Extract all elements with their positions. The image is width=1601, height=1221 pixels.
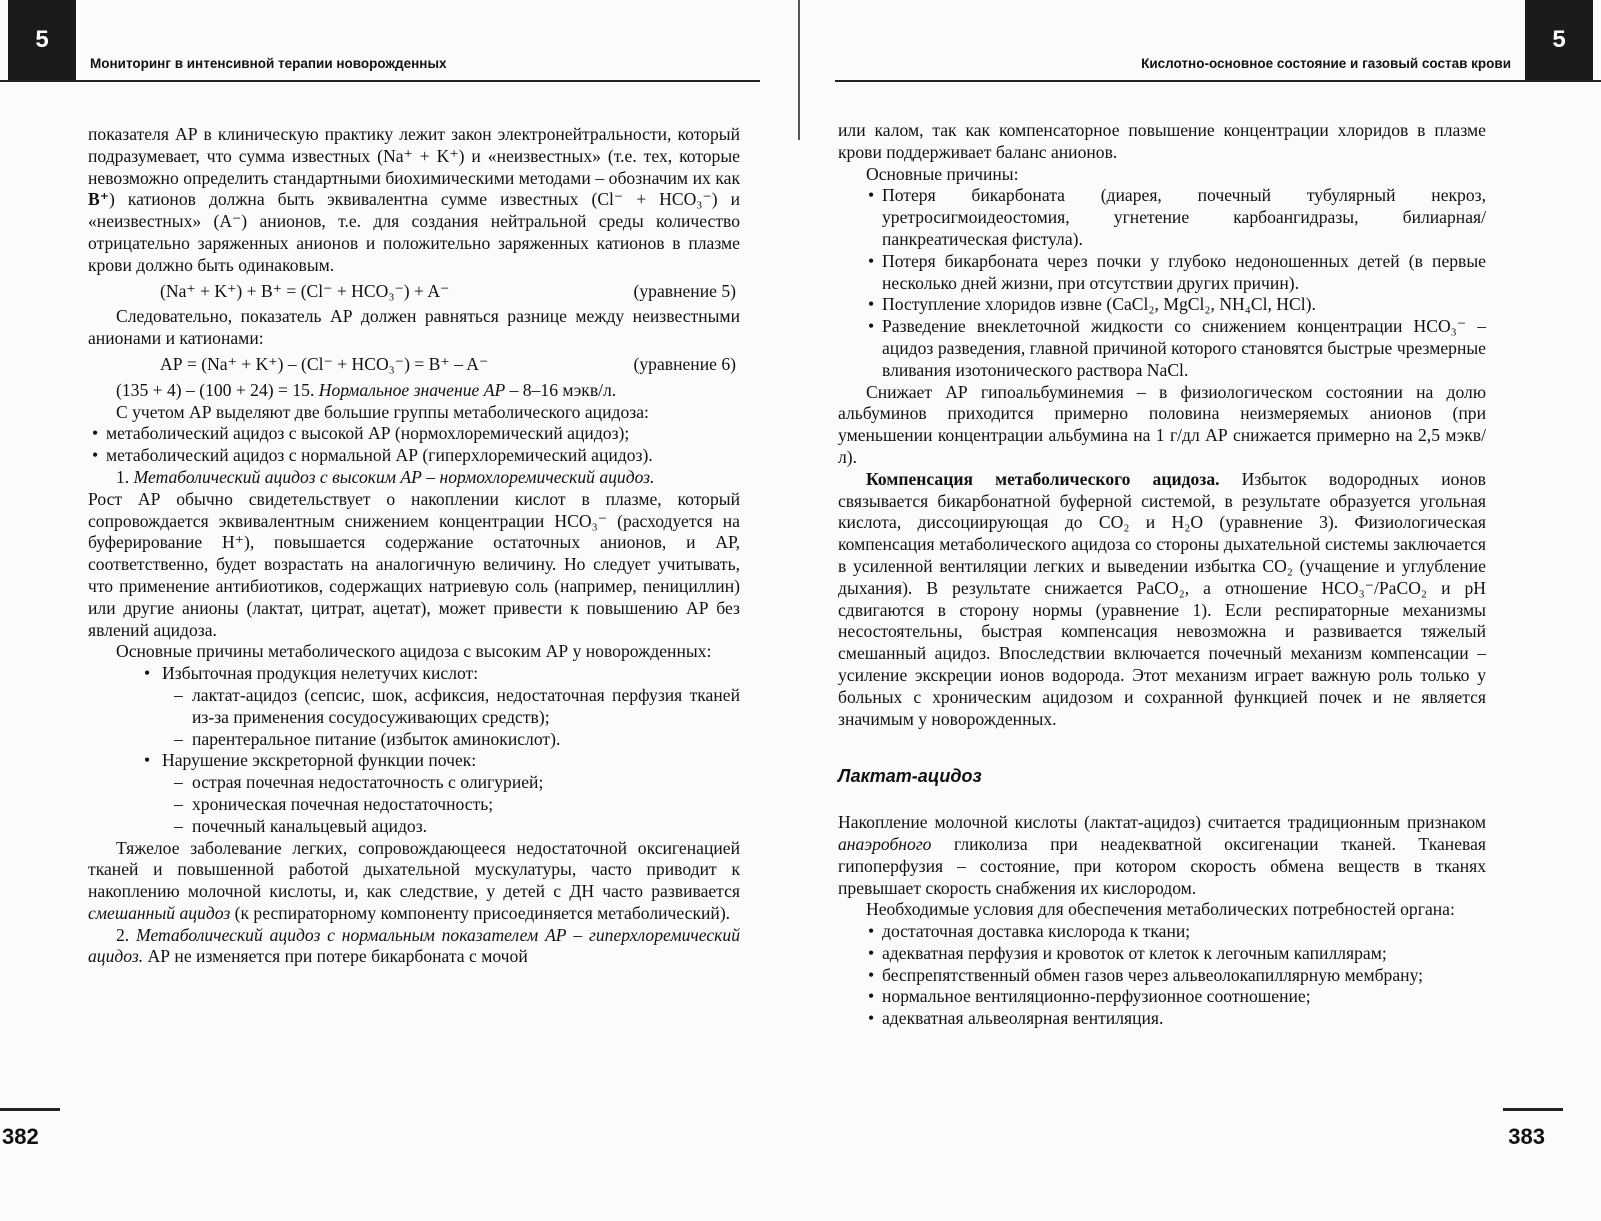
- list-item: • адекватная альвеолярная вентиляция.: [864, 1008, 1486, 1030]
- list-item: • Потеря бикарбоната через почки у глубоко недоношенных детей (в первые несколько дней жизни, при отсутствии других причин).: [864, 251, 1486, 295]
- section-title: Лактат-ацидоз: [838, 766, 982, 787]
- paragraph: Рост АР обычно свидетельствует о накоплении кислот в плазме, который сопровождается эквивалентным снижением концентрации HCO₃⁻ (расходуется на буферирование H⁺), повышается содержание остаточных анионов, и АР, соответственно, будет возрастать на аналогичную величину. Но следует учитывать, что применение антибиотиков, содержащих натриевую соль (например, пенициллин) или другие анионы (лактат, цитрат, ацетат), может привести к повышению АР без явлений ацидоза.: [88, 488, 740, 640]
- list-item: – почечный канальцевый ацидоз.: [174, 816, 740, 838]
- list-item: – лактат-ацидоз (сепсис, шок, асфиксия, недостаточная перфузия тканей из-за применения сосудосуживающих средств);: [174, 685, 740, 729]
- chapter-tab: [8, 0, 76, 80]
- paragraph: Накопление молочной кислоты (лактат-ацидоз) считается традиционным признаком анаэробного гликолиза при неадекватной оксигенации тканей. Тканевая гипоперфузия – состояние, при котором скорость обмена веществ в тканях превышает скорость снабжения их кислородом.: [838, 812, 1486, 898]
- page-number: 382: [2, 1124, 39, 1149]
- conditions-list: [838, 921, 1486, 1030]
- sub-list: [162, 685, 740, 750]
- running-head: Кислотно-основное состояние и газовый состав крови: [1141, 56, 1511, 71]
- chapter-number: 5: [35, 26, 49, 53]
- paragraph: 2. Метаболический ацидоз с нормальным показателем АР – гиперхлоремический ацидоз. АР не изменяется при потере бикарбоната с мочой: [88, 924, 740, 967]
- list-item: • адекватная перфузия и кровоток от клеток к легочным капиллярам;: [864, 943, 1486, 965]
- paragraph: 1. Метаболический ацидоз с высоким АР – нормохлоремический ацидоз.: [116, 466, 655, 487]
- body-text-right: [838, 120, 1486, 1030]
- list-item: – острая почечная недостаточность с олигурией;: [174, 772, 740, 794]
- paragraph: Необходимые условия для обеспечения метаболических потребностей органа:: [866, 899, 1455, 920]
- causes-list: [88, 663, 740, 837]
- acidosis-groups-list: [88, 423, 740, 467]
- paragraph: Тяжелое заболевание легких, сопровождающееся недостаточной оксигенацией тканей и повышенной работой дыхательной мускулатуры, часто приводит к накоплению молочной кислоты, и, как следствие, у детей с ДН часто развивается смешанный ацидоз (к респираторному компоненту присоединяется метаболический).: [88, 837, 740, 923]
- chapter-number: 5: [1552, 26, 1566, 53]
- list-item: – парентеральное питание (избыток аминокислот).: [174, 729, 740, 751]
- list-item: • Потеря бикарбоната (диарея, почечный тубулярный некроз, уретросигмоидеостомия, угнетение карбоангидразы, билиарная/панкреатическая фистула).: [864, 185, 1486, 250]
- causes-list: [838, 185, 1486, 381]
- list-item: • беспрепятственный обмен газов через альвеолокапиллярную мембрану;: [864, 965, 1486, 987]
- list-item: • метаболический ацидоз с высокой АР (нормохлоремический ацидоз);: [88, 423, 740, 445]
- footer-rule: [0, 1108, 60, 1111]
- equation-tag: (уравнение 5): [633, 280, 736, 301]
- paragraph: Следовательно, показатель АР должен равняться разнице между неизвестными анионами и катионами:: [88, 306, 740, 349]
- paragraph: или калом, так как компенсаторное повышение концентрации хлоридов в плазме крови поддерживает баланс анионов.: [838, 120, 1486, 162]
- running-head: Мониторинг в интенсивной терапии новорожденных: [90, 56, 447, 71]
- header-rule: [835, 80, 1601, 82]
- paragraph: Основные причины метаболического ацидоза с высоким АР у новорожденных:: [116, 641, 712, 662]
- paragraph: С учетом АР выделяют две большие группы метаболического ацидоза:: [116, 401, 649, 422]
- chapter-tab: [1525, 0, 1593, 80]
- list-item: • Нарушение экскреторной функции почек: – острая почечная недостаточность с олигурией; – хроническая почечная недостаточность; – почечный канальцевый ацидоз.: [118, 750, 740, 837]
- paragraph: Компенсация метаболического ацидоза. Избыток водородных ионов связывается бикарбонатной буферной системой, в результате образуется угольная кислота, диссоциирующая до CO₂ и H₂O (уравнение 3). Физиологическая компенсация метаболического ацидоза со стороны дыхательной системы заключается в усиленной вентиляции легких и выведении избытка CO₂ (учащение и углубление дыхания). В результате снижается PaCO₂, а отношение HCO₃⁻/PaCO₂ и pH сдвигаются в сторону нормы (уравнение 1). Если респираторные механизмы несостоятельны, быстрая компенсация невозможна и развивается тяжелый смешанный ацидоз. Впоследствии включается почечный механизм компенсации – усиление экскреции ионов водорода. Этот механизм играет важную роль только у больных с хроническим ацидозом и сохранной функцией почек и не является значимым у новорожденных.: [838, 468, 1486, 729]
- list-item: • метаболический ацидоз с нормальной АР (гиперхлоремический ацидоз).: [88, 445, 740, 467]
- list-item: • нормальное вентиляционно-перфузионное соотношение;: [864, 986, 1486, 1008]
- list-item: • достаточная доставка кислорода к ткани;: [864, 921, 1486, 943]
- paragraph: показателя АР в клиническую практику лежит закон электронейтральности, который подразумевает, что сумма известных (Na⁺ + K⁺) и «неизвестных» (т.е. тех, которые невозможно определить стандартными биохимическими методами – обозначим их как B⁺) катионов должна быть эквивалентна сумме известных (Cl⁻ + HCO₃⁻) и «неизвестных» (A⁻) анионов, т.е. для создания нейтральной среды количество отрицательно заряженных анионов и положительно заряженных катионов в плазме крови должно быть одинаковым.: [88, 124, 740, 275]
- paragraph: Основные причины:: [866, 163, 1019, 184]
- list-item: • Избыточная продукция нелетучих кислот: – лактат-ацидоз (сепсис, шок, асфиксия, недостаточная перфузия тканей из-за применения сосудосуживающих средств); – парентеральное питание (избыток аминокислот).: [118, 663, 740, 750]
- paragraph: (135 + 4) – (100 + 24) = 15. Нормальное значение АР – 8–16 мэкв/л.: [116, 379, 617, 400]
- list-item: • Поступление хлоридов извне (CaCl₂, MgCl₂, NH₄Cl, HCl).: [864, 294, 1486, 316]
- page-number: 383: [1508, 1124, 1545, 1149]
- sub-list: [162, 772, 740, 837]
- list-item: • Разведение внеклеточной жидкости со снижением концентрации HCO₃⁻ – ацидоз разведения, главной причиной которого становятся быстрые чрезмерные вливания изотонического раствора NaCl.: [864, 316, 1486, 381]
- list-item: – хроническая почечная недостаточность;: [174, 794, 740, 816]
- left-page: [0, 0, 790, 1221]
- paragraph: Снижает АР гипоальбуминемия – в физиологическом состоянии на долю альбуминов приходится примерно половина неизмеряемых анионов (при уменьшении концентрации альбумина на 1 г/дл АР снижается примерно на 2,5 мэкв/л).: [838, 381, 1486, 467]
- body-text: [88, 124, 740, 968]
- equation-6: АР = (Na⁺ + K⁺) – (Cl⁻ + HCO₃⁻) = B⁺ – A⁻ (уравнение 6): [160, 353, 736, 374]
- equation-tag: (уравнение 6): [633, 353, 736, 374]
- header-rule: [0, 80, 760, 82]
- equation-5: (Na⁺ + K⁺) + B⁺ = (Cl⁻ + HCO₃⁻) + A⁻ (уравнение 5): [160, 280, 736, 301]
